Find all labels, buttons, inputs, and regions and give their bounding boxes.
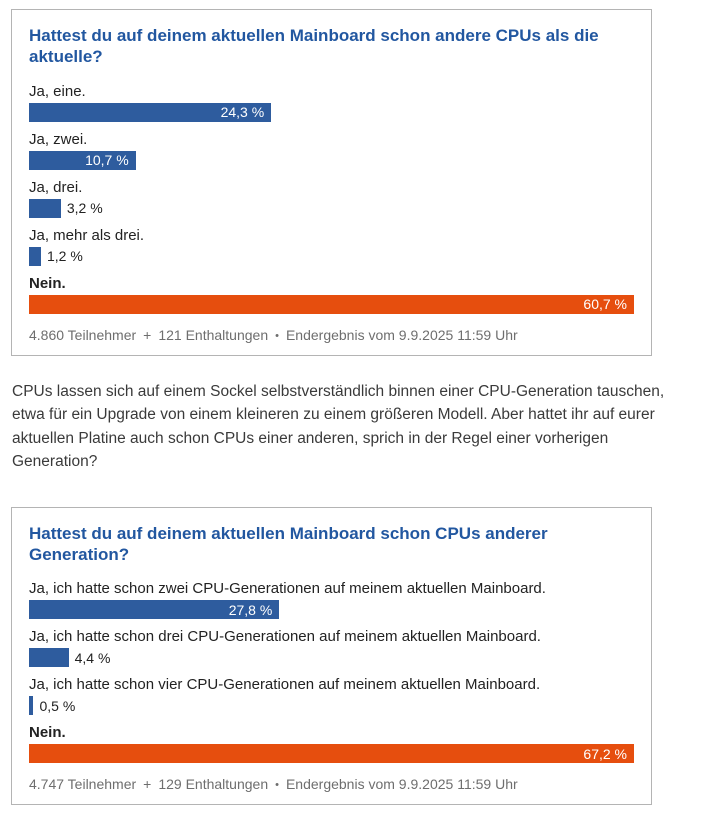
bullet-separator: • <box>275 329 279 342</box>
plus-separator: + <box>143 776 152 793</box>
poll-results-chart <box>29 83 634 314</box>
option-bar-row <box>29 295 634 314</box>
poll-question: Hattest du auf deinem aktuellen Mainboard schon andere CPUs als die aktuelle? <box>29 26 599 67</box>
option-bar-row <box>29 648 634 667</box>
poll-question: Hattest du auf deinem aktuellen Mainboard schon CPUs anderer Generation? <box>29 523 548 564</box>
percent-value: 4,4 % <box>74 649 111 666</box>
poll-card-2 <box>11 507 652 806</box>
poll-option <box>29 580 634 619</box>
poll-option <box>29 83 634 122</box>
bullet-separator: • <box>275 779 279 792</box>
poll-footer <box>29 327 634 343</box>
poll-footer <box>29 776 634 792</box>
option-bar-row <box>29 600 634 619</box>
poll-option <box>29 179 634 218</box>
result-bar <box>29 744 634 763</box>
option-bar-row <box>29 103 634 122</box>
final-result-note: Endergebnis vom 9.9.2025 11:59 Uhr <box>285 326 518 343</box>
option-bar-row <box>29 744 634 763</box>
poll-card-1 <box>11 9 652 356</box>
poll-option <box>29 227 634 266</box>
option-label: Ja, eine. <box>29 82 86 100</box>
option-bar-row <box>29 199 634 218</box>
percent-value: 10,7 % <box>85 152 129 168</box>
percent-value: 60,7 % <box>583 296 627 312</box>
option-label: Ja, drei. <box>29 178 83 196</box>
option-label: Ja, mehr als drei. <box>29 226 145 244</box>
percent-value: 3,2 % <box>66 200 103 216</box>
result-bar <box>29 600 279 619</box>
result-bar <box>29 648 69 667</box>
poll-option <box>29 628 634 667</box>
result-bar <box>29 199 61 218</box>
percent-value: 1,2 % <box>46 248 83 264</box>
poll-option <box>29 724 634 763</box>
final-result-note: Endergebnis vom 9.9.2025 11:59 Uhr <box>285 776 518 793</box>
result-bar <box>29 247 41 266</box>
option-label: Ja, ich hatte schon zwei CPU-Generationen auf meinem aktuellen Mainboard. <box>29 580 546 598</box>
option-bar-row <box>29 696 634 715</box>
result-bar <box>29 696 33 715</box>
poll-option <box>29 131 634 170</box>
poll-results-chart <box>29 580 634 763</box>
option-label: Ja, ich hatte schon vier CPU-Generationen auf meinem aktuellen Mainboard. <box>29 676 541 694</box>
result-bar <box>29 295 634 314</box>
option-bar-row <box>29 151 634 170</box>
poll-option <box>29 275 634 314</box>
plus-separator: + <box>143 326 152 343</box>
participants-count: 4.747 Teilnehmer <box>29 776 137 793</box>
option-label: Ja, ich hatte schon drei CPU-Generationen auf meinem aktuellen Mainboard. <box>29 628 541 646</box>
abstentions-count: 121 Enthaltungen <box>158 326 269 343</box>
percent-value: 0,5 % <box>39 697 76 714</box>
result-bar <box>29 151 136 170</box>
article-paragraph: CPUs lassen sich auf einem Sockel selbstverständlich binnen einer CPU-Generation tauschen, etwa für ein Upgrade von einem kleineren zu einem größeren Modell. Aber hattet ihr auf eurer aktuellen Platine auch schon CPUs einer anderen, sprich in der Regel einer vorherigen Generation? <box>12 382 665 471</box>
poll-option <box>29 676 634 715</box>
result-bar <box>29 103 271 122</box>
option-label: Nein. <box>29 274 66 292</box>
option-label: Ja, zwei. <box>29 130 88 148</box>
participants-count: 4.860 Teilnehmer <box>29 326 137 343</box>
option-label: Nein. <box>29 724 66 742</box>
percent-value: 24,3 % <box>220 104 265 120</box>
abstentions-count: 129 Enthaltungen <box>158 776 269 793</box>
percent-value: 27,8 % <box>228 601 273 618</box>
option-bar-row <box>29 247 634 266</box>
percent-value: 67,2 % <box>583 745 627 762</box>
